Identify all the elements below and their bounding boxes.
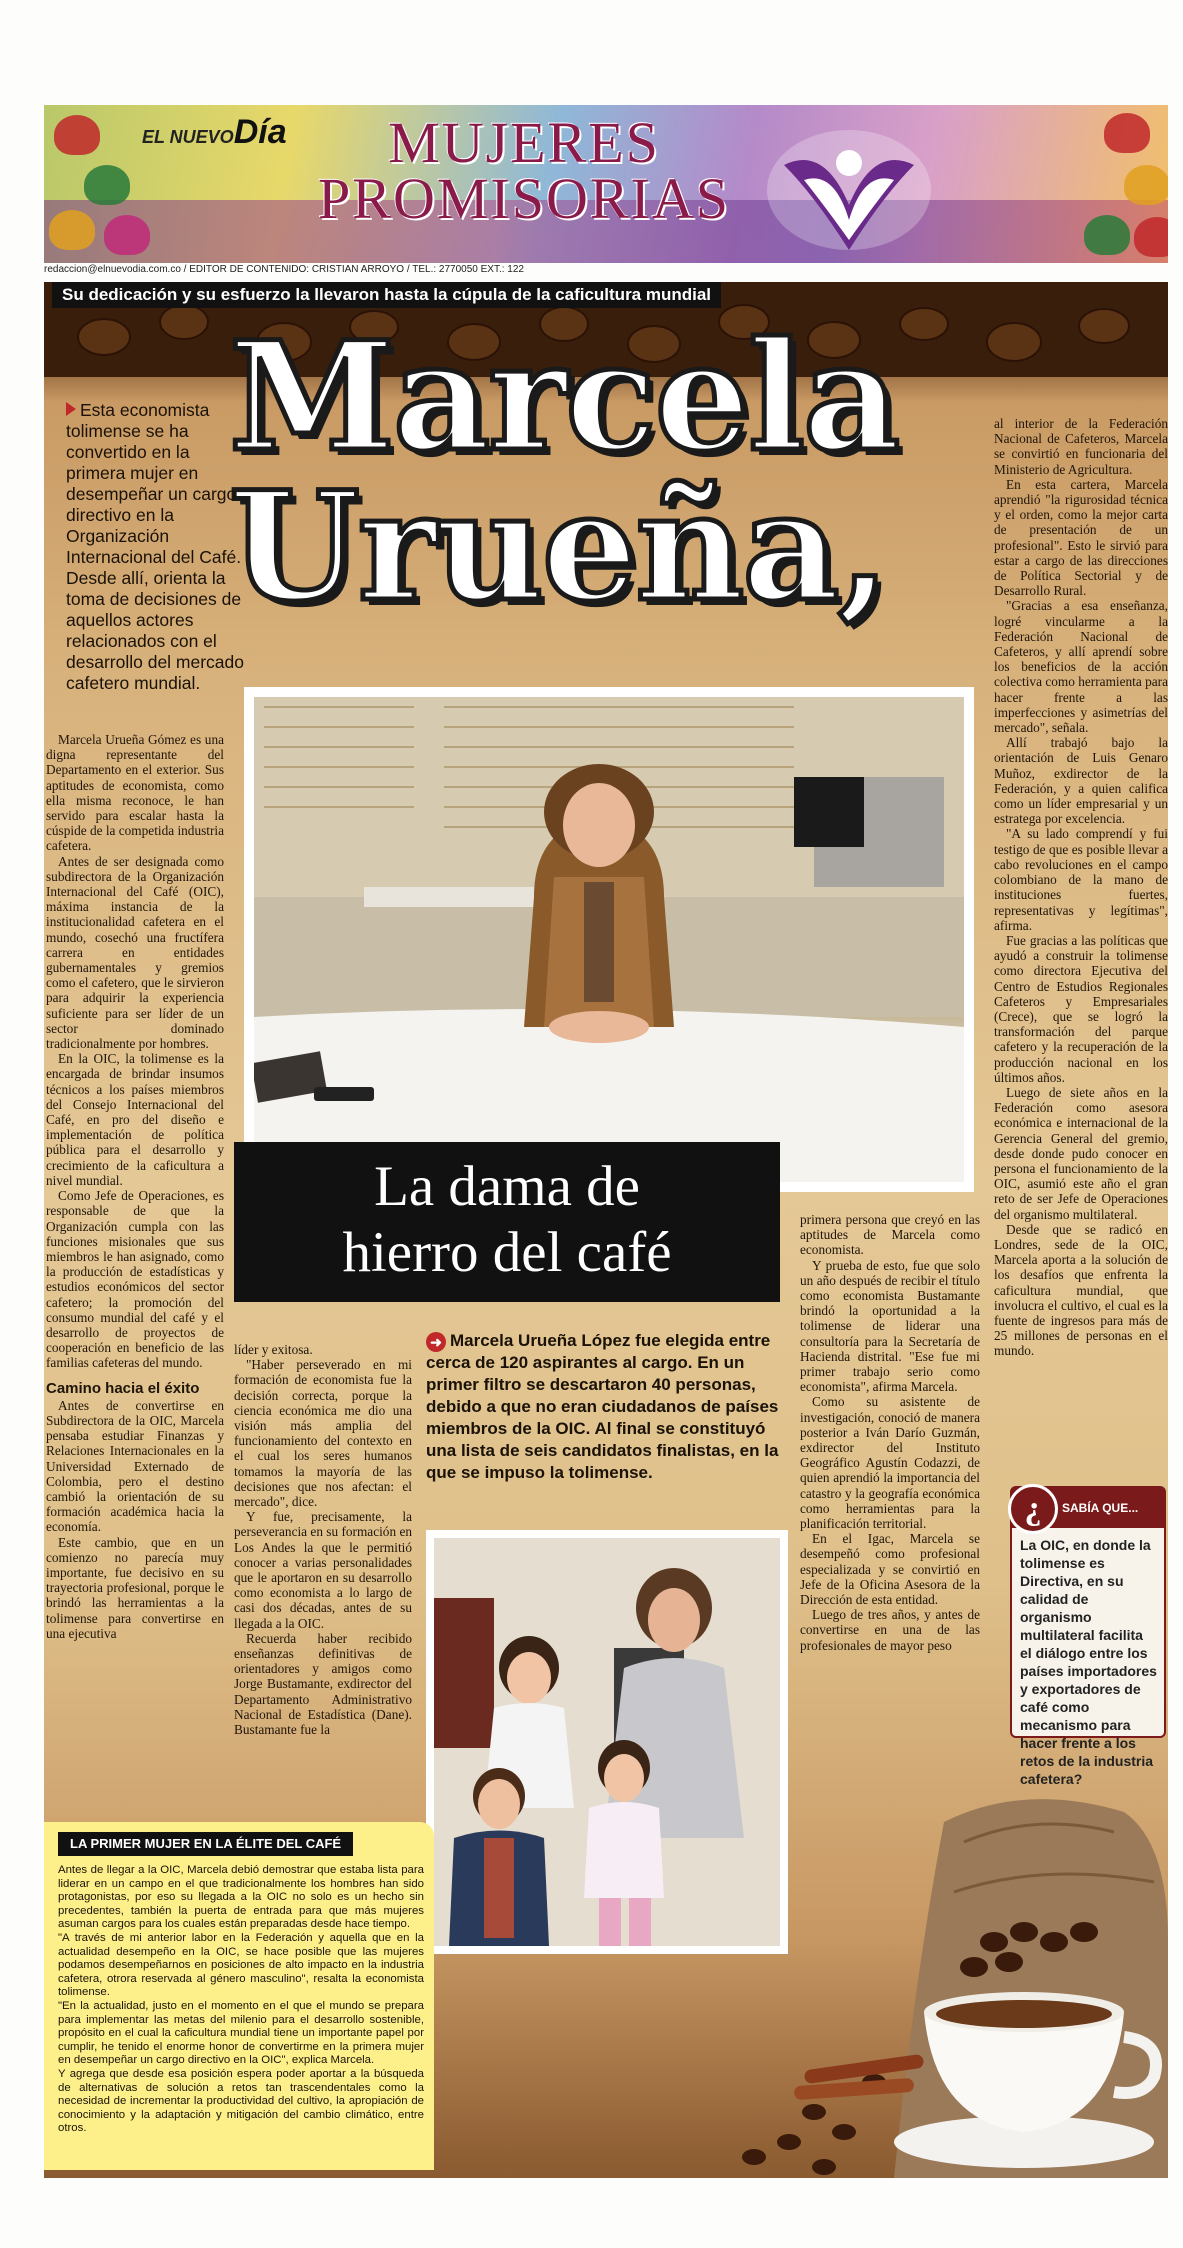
paragraph: Antes de convertirse en Subdirectora de la OIC, Marcela pensaba estudiar Finanzas y Relaciones Internacionales en la Universidad Externado de Colombia, pero el destino cambió la orientación de su formación académica hacia la economía. [46,1397,224,1535]
paragraph: Fue gracias a las políticas que ayudó a construir la tolimense como directora Ejecutiva del Centro de Estudios Regionales Cafeteros y Empresariales (Crece), que se logró la transformación del parque cafetero y la recuperación de la producción nacional en los últimos años. [994,932,1168,1085]
paragraph: En esta cartera, Marcela aprendió "la rigurosidad técnica y el orden, como la mejor carta de presentación de un profesional". Esto le sirvió para estar a cargo de las direcciones de Política Sectorial y de Desarrollo Rural. [994,476,1168,599]
lead-paragraph [66,400,251,694]
newspaper-logo[interactable] [142,113,287,152]
paragraph: Este cambio, que en un comienzo no parecía muy importante, fue decisivo en su trayectoria profesional, porque le brindó las herramientas a la tolimense para convertirse en una ejecutiva [46,1534,224,1641]
women-figure-icon [764,125,934,255]
section-masthead [44,105,1168,263]
paragraph: "Gracias a esa enseñanza, logré vincularme a la Federación Nacional de Cafeteros, y allí aprendí sobre los beneficios de la acción colectiva como herramienta para hacer frente a las imperfecciones y asimetrías del mercado", señala. [994,598,1168,736]
section-title [304,110,744,231]
paragraph: Antes de llegar a la OIC, Marcela debió demostrar que estaba lista para liderar en un campo en el que tradicionalmente los hombres han sido protagonistas, por eso su llegada a la OIC no solo es un hecho sin precedentes, también la puerta de entrada para que más mujeres asuman cargos para los cuales están preparadas desde hace tiempo. [58,1864,424,1931]
box-header: LA PRIMER MUJER EN LA ÉLITE DEL CAFÉ [58,1832,353,1856]
subheadline-line-2: hierro del café [342,1221,672,1284]
subheadline-line-1: La dama de [374,1155,640,1218]
paragraph: Recuerda haber recibido enseñanzas definitivas de orientadores y amigos como Jorge Bustamante, exdirector del Departamento Administrativo Nacional de Estadística (Dane). Bustamante fue la [234,1630,412,1738]
paragraph: líder y exitosa. [234,1342,313,1357]
section-title-line-2: PROMISORIAS [318,166,730,231]
first-woman-box [44,1822,434,2170]
article-column-3 [800,1212,980,1653]
section-heading: Camino hacia el éxito [46,1379,200,1397]
office-portrait-image [254,697,964,1182]
paragraph: Y agrega que desde esa posición espera poder aportar a la búsqueda de alternativas de solución a retos tan trascendentales como la necesidad de incrementar la productividad del cultivo, la apropiación de conocimiento y la adaptación y mitigación del cambio climático, entre otros. [58,2067,424,2135]
editorial-credits: redaccion@elnuevodia.com.co / EDITOR DE CONTENIDO: CRISTIAN ARROYO / TEL.: 2770050 EXT.: 122 [44,264,524,275]
paragraph: Y prueba de esto, fue que solo un año después de recibir el título como economista Bustamante brindó la oportunidad a la tolimense de liderar una consultoría para la Secretaría de Hacienda distrital. "Ese fue mi primer trabajo serio como economista", afirma Marcela. [800,1257,980,1395]
brand-name: Día [233,113,287,151]
article-column-4 [994,416,1168,1359]
article-column-1 [46,732,224,1641]
paragraph: al interior de la Federación Nacional de Cafeteros, Marcela se convirtió en funcionaria del Ministerio de Agricultura. [994,416,1168,477]
box-body [58,1864,424,2136]
lead-text: Esta economista tolimense se ha convertido en la primera mujer en desempeñar un cargo directivo en la Organización Internacional del Café. Desde allí, orienta la toma de decisiones de aquellos actores relacionados con el desarrollo del mercado cafetero mundial. [66,400,245,693]
did-you-know-box [1010,1486,1166,1787]
paragraph: Desde que se radicó en Londres, sede de la OIC, Marcela aporta a la solución de los desafíos que enfrenta la caficultura mundial, que involucra el cultivo, el cual es la fuente de ingresos para más de 25 millones de personas en el mundo. [994,1221,1168,1359]
headline [229,309,1029,635]
paragraph: Como Jefe de Operaciones, es responsable de que la Organización cumpla con las funciones misionales que sus miembros le han asignado, como la producción de estadísticas y estudios económicos del sector cafetero; la promoción del consumo mundial del café y el desarrollo de proyectos de cooperación en beneficio de las familias cafeteras del mundo. [46,1188,224,1371]
coffee-cup-illustration [694,1782,1168,2178]
did-you-know-header: SABÍA QUE... [1012,1488,1164,1528]
brand-prefix: EL NUEVO [142,127,234,147]
headline-line-1: Marcela [229,309,899,485]
paragraph: Antes de ser designada como subdirectora de la Organización Internacional del Café (OIC), máxima instancia de la institucionalidad cafetera en el mundo, cosechó una fructífera carrera en entidades gubernamentales y gremios como el cafetero, que le sirvieron para adquirir la experiencia suficiente para ser líder de un sector dominado tradicionalmente por hombres. [46,853,224,1052]
headline-line-2: Urueña, [229,459,888,635]
question-mark-icon: ¿ [1008,1484,1058,1534]
subheadline [234,1142,780,1302]
paragraph: En el Igac, Marcela se desempeñó como profesional especializada y se convirtió en Jefe de la Oficina Asesora de la Dirección de esta entidad. [800,1531,980,1608]
paragraph: Como su asistente de investigación, conoció de manera posterior a Iván Darío Guzmán, exdirector del Instituto Geográfico Agustín Codazzi, de quien aprendió la importancia del catastro y la geografía económica como herramientas para la planificación territorial. [800,1394,980,1532]
article [44,282,1168,2178]
paragraph: En la OIC, la tolimense es la encargada de brindar insumos técnicos a los países miembros del Consejo Internacional del Café, en pro del diseño e implementación de política pública para el desarrollo y crecimiento de la caficultura a nivel mundial. [46,1051,224,1188]
paragraph: primera persona que creyó en las aptitudes de Marcela como economista. [800,1212,980,1258]
paragraph: "En la actualidad, justo en el momento en el que el mundo se prepara para implementar las metas del milenio para el desarrollo sostenible, propósito en el cual la caficultura mundial tiene un importante papel por cumplir, he tenido el enorme honor de convertirme en la primera mujer en desempeñar un cargo directivo en la OIC", explica Marcela. [58,1999,424,2067]
arrow-circle-icon: ➜ [426,1332,446,1352]
paragraph: "A su lado comprendí y fui testigo de que es posible llevar a cabo revoluciones en el campo colombiano de la mano de instituciones fuertes, representativas y legítimas", afirma. [994,826,1168,933]
kicker: Su dedicación y su esfuerzo la llevaron hasta la cúpula de la caficultura mundial [52,282,721,308]
paragraph: Luego de siete años en la Federación como asesora económica e internacional de la Gerencia General del gremio, desde donde pudo conocer en persona el funcionamiento de la OIC, asumió este año el gran reto de ser Jefe de Operaciones del organismo multilateral. [994,1084,1168,1222]
paragraph: "A través de mi anterior labor en la Federación y aquella que en la actualidad desempeño en la OIC, se hace posible que las mujeres podamos desempeñarnos en posiciones de alto impacto en la industria cafetera, otrora reservada al género masculino", resalta la economista tolimense. [58,1931,424,1999]
paragraph: Y fue, precisamente, la perseverancia en su formación en Los Andes la que le permitió conocer a varias personalidades que le aportaron en su desarrollo como economista a lo largo de casi dos décadas, antes de su llegada a la OIC. [234,1509,412,1631]
red-arrow-icon [66,402,76,416]
pull-quote [426,1330,798,1484]
portrait-photo[interactable] [244,687,974,1192]
paragraph: Marcela Urueña Gómez es una digna representante del Departamento en el exterior. Sus aptitudes de economista, como ella misma reconoce, le han servido para escalar hasta la cúspide de la competida industria cafetera. [46,732,224,854]
paragraph: Luego de tres años, y antes de convertirse en una de las profesionales de mayor peso [800,1607,980,1653]
did-you-know-text: La OIC, en donde la tolimense es Directiva, en su calidad de organismo multilateral facilita el diálogo entre los países importadores y exportadores de café como mecanismo para hacer frente a los retos de la industria cafetera? [1020,1537,1157,1787]
article-column-2 [234,1342,412,1737]
paragraph: Allí trabajó bajo la orientación de Luis Genaro Muñoz, exdirector de la Federación, y a quien califica como un líder empresarial y un estratega por excelencia. [994,735,1168,827]
section-title-line-1: MUJERES [388,110,660,175]
paragraph: "Haber perseverado en mi formación de economista fue la decisión correcta, porque la ciencia económica me dio una visión más amplia del funcionamiento del contexto en el cual los seres humanos tomamos la mayoría de las decisiones que nos afectan: el mercado", dice. [234,1357,412,1510]
pull-quote-text: Marcela Urueña López fue elegida entre cerca de 120 aspirantes al cargo. En un primer filtro se descartaron 40 personas, debido a que no eran ciudadanos de países miembros de la OIC. Al final se constituyó una lista de seis candidatos finalistas, en la que se impuso la tolimense. [426,1331,779,1482]
